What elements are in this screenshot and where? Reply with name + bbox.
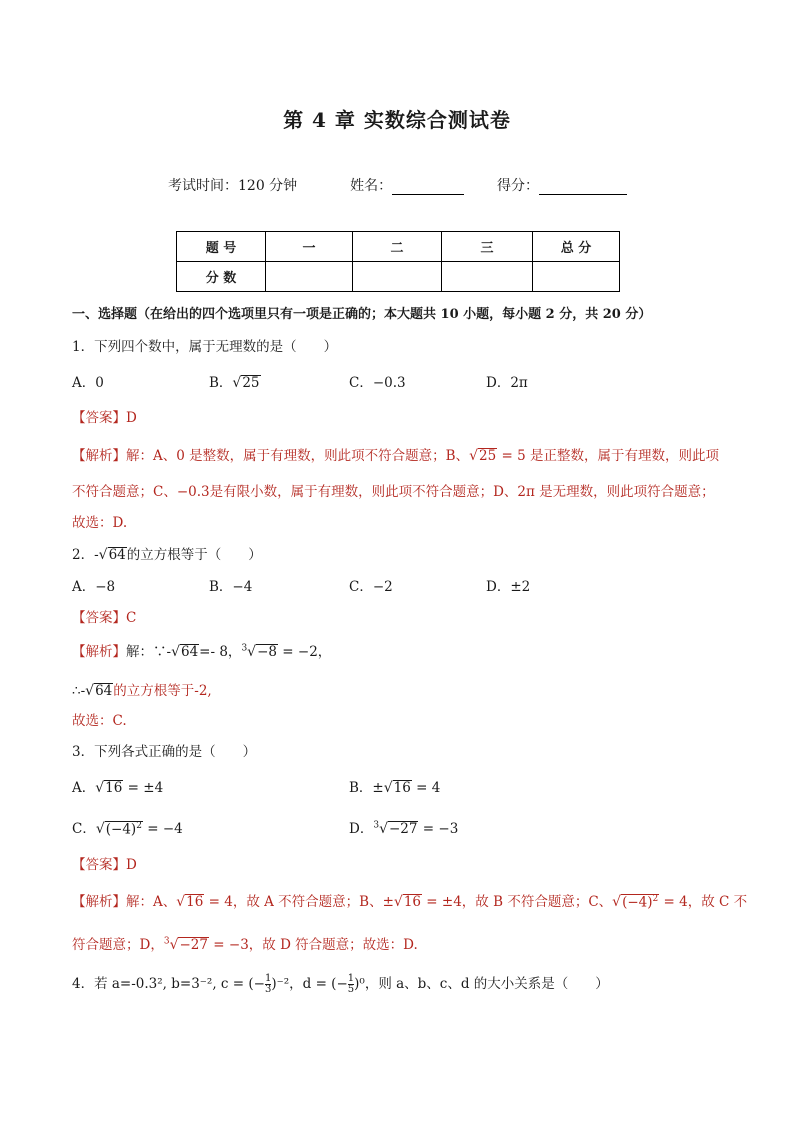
section-heading: 一、选择题（在给出的四个选项里只有一项是正确的；本大题共 10 小题，每小题 2 分，共 20 分） (72, 307, 652, 322)
fraction-numerator: 1 (264, 973, 272, 984)
score-table (176, 231, 620, 292)
q4-stem (72, 972, 609, 995)
name-label: 姓名： (350, 178, 393, 194)
q3-exp1-radicand3 (621, 894, 659, 910)
q2-explanation-line3: 故选：C. (72, 713, 127, 729)
q1-option-b (209, 371, 261, 391)
q2-exp1-b: =- 8， (199, 644, 242, 660)
sqrt-symbol: √ (95, 780, 105, 796)
fraction-denominator: 5 (347, 984, 355, 995)
q4-stem-part1: 4．若 a=-0.3², b=3⁻², c = (− (72, 976, 265, 992)
q3-exp1-radicand2: 16 (403, 894, 422, 910)
q2-explanation-line1 (72, 640, 331, 660)
fraction-numerator: 1 (347, 973, 355, 984)
q2-option-b: B．−4 (209, 579, 253, 595)
q3-exp2-radicand: −27 (179, 937, 208, 953)
q2-explanation-line2 (72, 679, 212, 699)
q2-exp2-a: ∴- (72, 683, 86, 699)
table-header-cell: 一 (266, 232, 353, 262)
q2-stem (72, 543, 262, 563)
cube-root-index: 3 (241, 643, 248, 654)
q1-stem: 1．下列四个数中，属于无理数的是（ ） (72, 339, 338, 355)
q3-stem: 3．下列各式正确的是（ ） (72, 744, 257, 760)
sqrt-symbol: √ (169, 937, 179, 953)
score-blank[interactable] (539, 180, 627, 195)
q1-explanation-line3: 故选：D. (72, 515, 128, 531)
table-header-cell: 二 (353, 232, 442, 262)
table-header-cell: 总 分 (533, 232, 620, 262)
q3-option-a-post: = ±4 (123, 780, 164, 796)
table-header-cell: 题 号 (177, 232, 266, 262)
q2-option-d: D．±2 (486, 579, 531, 595)
q1-option-b-radicand: 25 (242, 375, 260, 391)
q3-option-a (72, 776, 163, 796)
table-header-cell: 三 (442, 232, 533, 262)
q2-stem-radicand: 64 (108, 547, 126, 563)
cube-root-index: 3 (163, 936, 170, 947)
q3-option-c-exponent: 2 (136, 820, 142, 831)
q3-option-b-post: = 4 (411, 780, 441, 796)
exam-time: 考试时间：120 分钟 (168, 178, 298, 194)
q3-exp1-a: 解：A、 (126, 894, 177, 910)
explanation-label: 【解析】 (72, 894, 126, 910)
q3-option-b (349, 776, 440, 796)
sqrt-symbol: √ (247, 644, 257, 660)
score-cell[interactable] (442, 262, 533, 292)
q2-exp2-radicand: 64 (95, 683, 113, 699)
q3-exp1-c: = ±4，故 B 不符合题意；C、 (422, 894, 613, 910)
score-label: 得分： (496, 178, 539, 194)
sqrt-symbol: √ (379, 821, 388, 837)
q3-option-b-label: B．± (349, 780, 384, 796)
q1-explanation-line1 (72, 444, 719, 464)
q3-option-c-radicand (105, 821, 143, 837)
q3-exp1-exponent: 2 (652, 893, 659, 904)
q1-answer: 【答案】D (72, 410, 137, 426)
q2-exp1-c: = −2， (278, 644, 332, 660)
sqrt-symbol: √ (176, 894, 186, 910)
sqrt-symbol: √ (85, 683, 95, 699)
q3-option-c-base: (−4) (105, 821, 137, 837)
name-blank[interactable] (392, 180, 464, 195)
q1-explanation-line2: 不符合题意；C、−0.3是有限小数，属于有理数，则此项不符合题意；D、2π 是无理数，则此项符合题意； (72, 484, 715, 500)
q1-option-a: A．0 (72, 375, 104, 391)
q4-stem-part2: )⁻²，d = (− (271, 976, 348, 992)
q3-option-d-radicand: −27 (388, 821, 418, 837)
sqrt-symbol: √ (612, 894, 622, 910)
score-cell[interactable] (353, 262, 442, 292)
q1-exp1-radicand: 25 (478, 448, 497, 464)
q2-option-a: A．−8 (72, 579, 116, 595)
q2-exp1-a: 解：∵- (126, 644, 172, 660)
q3-exp1-b: = 4，故 A 不符合题意；B、± (204, 894, 394, 910)
sqrt-symbol: √ (95, 821, 105, 837)
score-table-row (177, 262, 620, 292)
sqrt-symbol: √ (469, 448, 478, 464)
sqrt-symbol: √ (171, 644, 180, 660)
q1-exp1-text: 解：A、0 是整数，属于有理数，则此项不符合题意；B、 (126, 448, 470, 464)
score-table-header-row (177, 232, 620, 262)
q2-stem-post: 的立方根等于（ ） (126, 547, 262, 563)
q2-exp1-radicand: 64 (180, 644, 199, 660)
q3-option-c-post: = −4 (142, 821, 183, 837)
q3-exp2-a: 符合题意；D， (72, 937, 164, 953)
q3-exp1-radicand1: 16 (186, 894, 204, 910)
q3-answer: 【答案】D (72, 857, 137, 873)
q2-stem-pre: 2．- (72, 547, 99, 563)
q1-exp1-text-b: = 5 是正整数，属于有理数，则此项 (497, 448, 719, 464)
score-cell[interactable] (266, 262, 353, 292)
q1-option-c: C．−0.3 (349, 375, 406, 391)
table-row-label: 分 数 (177, 262, 266, 292)
q4-stem-part3: )⁰，则 a、b、c、d 的大小关系是（ ） (354, 976, 609, 992)
explanation-label: 【解析】 (72, 644, 126, 660)
q3-option-b-radicand: 16 (393, 780, 411, 796)
q3-option-d-label: D． (349, 821, 374, 837)
q3-explanation-line2 (72, 933, 418, 953)
sqrt-symbol: √ (98, 547, 108, 563)
q2-option-c: C．−2 (349, 579, 393, 595)
sqrt-symbol: √ (393, 894, 403, 910)
cube-root-index: 3 (373, 820, 380, 831)
q3-option-d (349, 817, 458, 837)
q3-explanation-line1 (72, 890, 747, 910)
sqrt-symbol: √ (383, 780, 393, 796)
q3-option-c-label: C． (72, 821, 96, 837)
q2-exp1-radicand2: −8 (257, 644, 277, 660)
sqrt-symbol: √ (232, 375, 242, 391)
q1-option-d: D．2π (486, 375, 528, 391)
exam-info (168, 175, 627, 195)
q3-option-d-post: = −3 (418, 821, 459, 837)
fraction-denominator: 3 (264, 984, 272, 995)
q3-exp2-b: = −3，故 D 符合题意；故选：D. (208, 937, 418, 953)
page-title: 第 4 章 实数综合测试卷 (283, 108, 511, 132)
explanation-label: 【解析】 (72, 448, 126, 464)
q1-option-b-label: B． (209, 375, 233, 391)
q2-exp2-b: 的立方根等于-2, (113, 683, 212, 699)
q3-option-a-radicand: 16 (105, 780, 123, 796)
q2-answer: 【答案】C (72, 610, 137, 626)
q3-exp1-base: (−4) (622, 894, 653, 910)
q3-option-a-label: A． (72, 780, 96, 796)
q3-exp1-d: = 4，故 C 不 (659, 894, 748, 910)
score-cell[interactable] (533, 262, 620, 292)
q3-option-c (72, 817, 183, 837)
